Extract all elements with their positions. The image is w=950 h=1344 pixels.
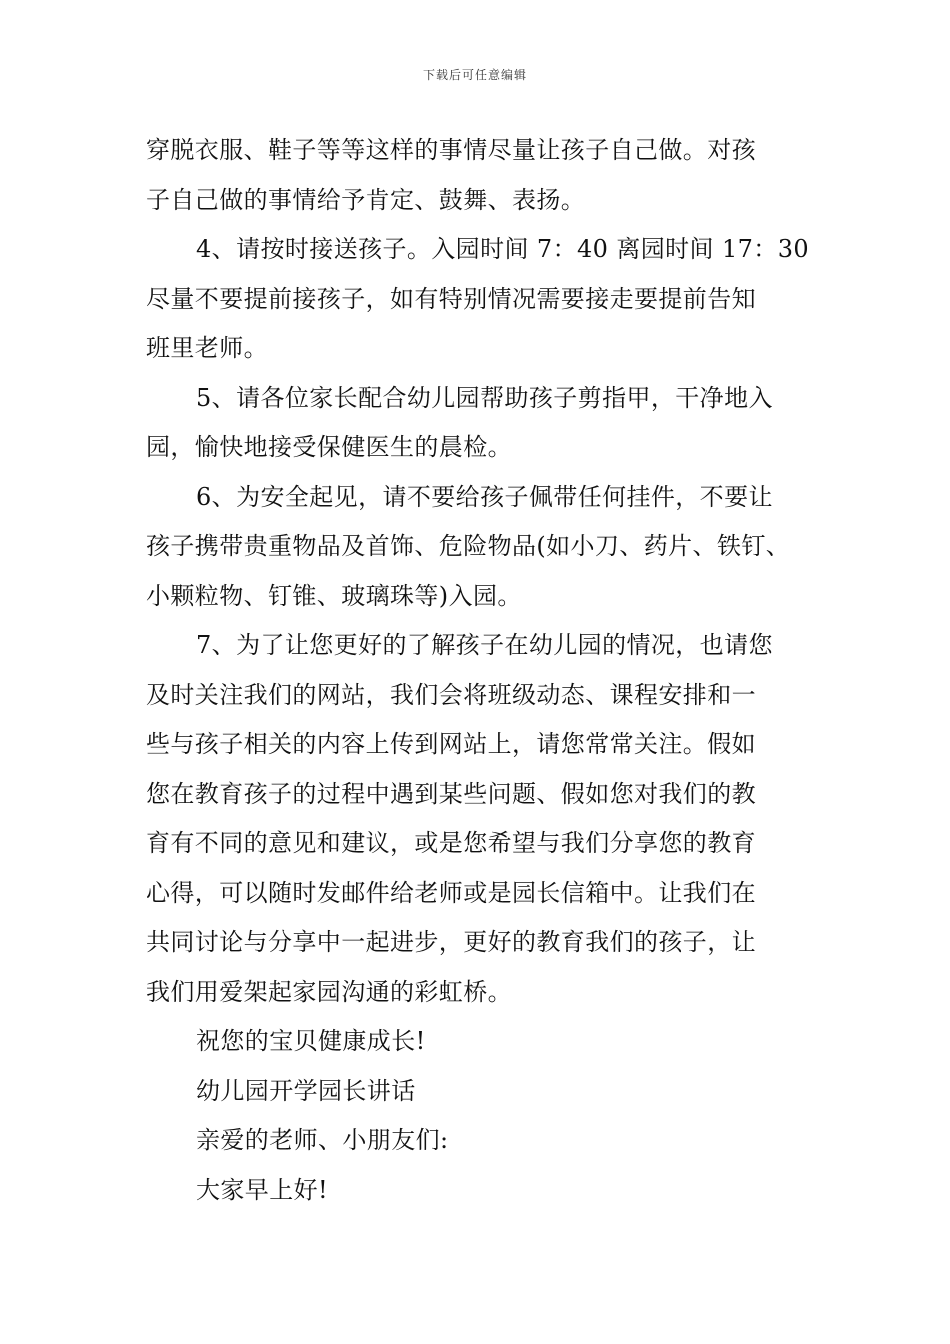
text-line: 大家早上好! xyxy=(196,1175,329,1204)
text-line: 尽量不要提前接孩子，如有特别情况需要接走要提前告知 xyxy=(146,284,756,313)
text-line: 共同讨论与分享中一起进步，更好的教育我们的孩子，让 xyxy=(146,928,756,956)
text-line: 幼儿园开学园长讲话 xyxy=(196,1076,416,1105)
text-line: 7、为了让您更好的了解孩子在幼儿园的情况，也请您 xyxy=(196,631,773,659)
text-line: 4、请按时接送孩子。入园时间 7：40 离园时间 17：30 xyxy=(196,235,810,263)
text-line: 及时关注我们的网站，我们会将班级动态、课程安排和一 xyxy=(146,680,756,709)
text-line: 些与孩子相关的内容上传到网站上，请您常常关注。假如 xyxy=(146,730,756,758)
text-line: 穿脱衣服、鞋子等等这样的事情尽量让孩子自己做。对孩 xyxy=(146,136,756,164)
document-body xyxy=(146,126,810,1215)
text-line: 我们用爱架起家园沟通的彩虹桥。 xyxy=(146,977,512,1006)
text-line: 子自己做的事情给予肯定、鼓舞、表扬。 xyxy=(146,185,586,214)
text-line: 育有不同的意见和建议，或是您希望与我们分享您的教育 xyxy=(146,829,756,857)
text-line: 6、为安全起见，请不要给孩子佩带任何挂件，不要让 xyxy=(196,482,773,511)
text-line: 班里老师。 xyxy=(146,334,268,362)
text-line: 小颗粒物、钉锥、玻璃珠等)入园。 xyxy=(146,581,522,610)
text-line: 您在教育孩子的过程中遇到某些问题、假如您对我们的教 xyxy=(146,779,756,808)
text-line: 亲爱的老师、小朋友们: xyxy=(196,1126,449,1154)
text-line: 孩子携带贵重物品及首饰、危险物品(如小刀、药片、铁钉、 xyxy=(146,532,791,560)
text-line: 5、请各位家长配合幼儿园帮助孩子剪指甲，干净地入 xyxy=(196,383,773,412)
text-line: 园，愉快地接受保健医生的晨检。 xyxy=(146,433,512,461)
text-line: 心得，可以随时发邮件给老师或是园长信箱中。让我们在 xyxy=(146,878,756,907)
text-line: 祝您的宝贝健康成长! xyxy=(196,1027,426,1055)
page-header: 下载后可任意编辑 xyxy=(422,68,527,82)
